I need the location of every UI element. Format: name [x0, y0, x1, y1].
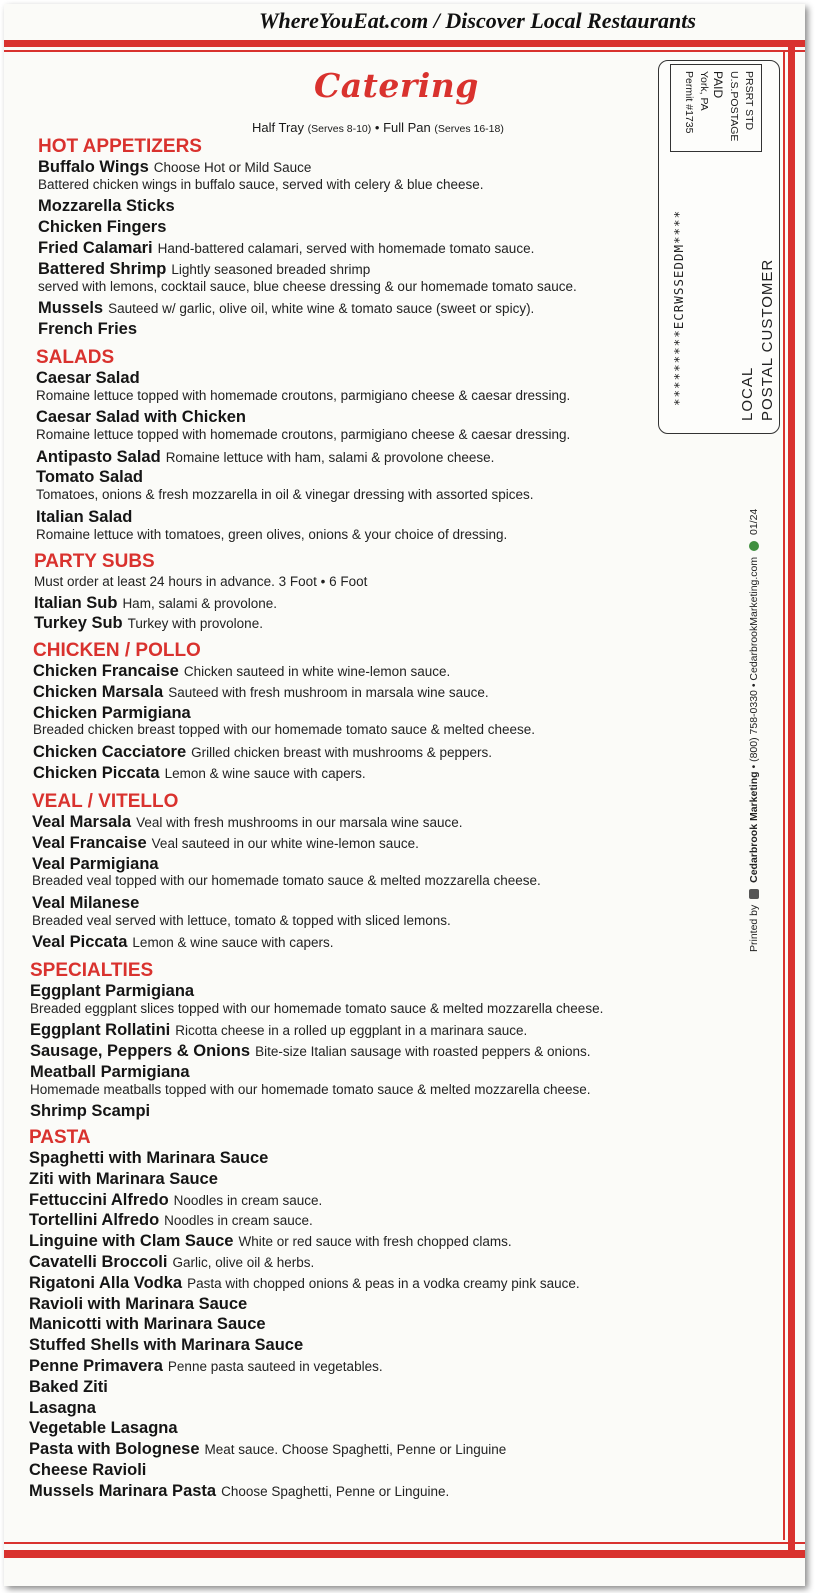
menu-item-name: Italian Salad — [36, 507, 133, 526]
postal-customer-label: POSTAL CUSTOMER — [759, 258, 776, 421]
menu-item-description: Romaine lettuce with ham, salami & provolone cheese. — [165, 449, 495, 465]
permit-line: PAID — [711, 71, 725, 99]
menu-item-description: Romaine lettuce topped with homemade croutons, parmigiano cheese & caesar dressing. — [36, 387, 571, 403]
right-border-thin-stripe — [783, 50, 785, 1540]
bullet: • — [374, 120, 380, 135]
menu-item-name: Antipasto Salad — [36, 447, 161, 466]
menu-item-name: Chicken Piccata — [33, 763, 160, 782]
menu-item — [29, 1275, 580, 1292]
postage-permit-box — [670, 64, 762, 152]
menu-item — [38, 240, 534, 257]
menu-item — [29, 1171, 218, 1188]
menu-item — [29, 1233, 512, 1250]
menu-item-name: Eggplant Parmigiana — [30, 982, 195, 1000]
menu-item-name: Veal Parmigiana — [32, 854, 159, 873]
bottom-border-stripe — [4, 1550, 805, 1558]
menu-item — [29, 1192, 322, 1209]
recycle-icon — [749, 541, 759, 551]
menu-item — [34, 615, 263, 632]
menu-item-name: Shrimp Scampi — [30, 1102, 151, 1121]
menu-item — [38, 261, 370, 278]
menu-item-name: Baked Ziti — [29, 1377, 108, 1396]
menu-item — [32, 934, 334, 951]
menu-item — [29, 1379, 108, 1396]
menu-item-description: Choose Spaghetti, Penne or Linguine. — [221, 1483, 450, 1499]
menu-item-name: Fried Calamari — [38, 238, 153, 257]
menu-item — [38, 321, 137, 338]
menu-item-name: Sausage, Peppers & Onions — [30, 1042, 251, 1061]
menu-item — [29, 1150, 268, 1167]
section-heading: PASTA — [29, 1127, 91, 1148]
menu-item-description: Bite-size Italian sausage with roasted peppers & onions. — [255, 1044, 591, 1060]
section-heading: VEAL / VITELLO — [32, 791, 179, 812]
menu-item-description: Veal with fresh mushrooms in our marsala wine sauce. — [136, 815, 463, 830]
menu-item-name: Spaghetti with Marinara Sauce — [29, 1149, 269, 1167]
menu-item — [33, 705, 191, 722]
printer-company: Cedarbrook Marketing — [748, 771, 760, 883]
menu-item — [29, 1400, 96, 1417]
menu-item-name: Linguine with Clam Sauce — [29, 1232, 234, 1251]
menu-item-description: Chicken sauteed in white wine-lemon sauce. — [183, 664, 451, 679]
section-note: Must order at least 24 hours in advance. 3 Foot • 6 Foot — [34, 574, 368, 589]
menu-item-name: Mozzarella Sticks — [38, 197, 175, 216]
page-title: Catering — [314, 66, 479, 105]
menu-item — [33, 663, 450, 680]
menu-item — [30, 1022, 527, 1039]
section-heading: SPECIALTIES — [30, 960, 154, 981]
menu-item-name: Veal Francaise — [32, 833, 147, 852]
menu-item-description: Garlic, olive oil & herbs. — [172, 1255, 315, 1270]
printer-date: 01/24 — [748, 508, 760, 536]
menu-item-name: Cavatelli Broccoli — [29, 1253, 168, 1271]
menu-item — [29, 1316, 266, 1333]
menu-item — [30, 1064, 190, 1081]
cedarbrook-logo-icon — [749, 889, 759, 899]
top-border-stripe — [4, 40, 805, 47]
menu-item-name: Chicken Marsala — [33, 682, 164, 701]
menu-item-name: Fettuccini Alfredo — [29, 1190, 169, 1209]
menu-page — [4, 4, 805, 1586]
menu-item-name: Vegetable Lasagna — [29, 1419, 178, 1438]
right-border-stripe — [788, 40, 795, 1550]
full-pan-label: Full Pan — [383, 120, 431, 135]
menu-item-name: Meatball Parmigiana — [30, 1062, 190, 1081]
menu-item-description: Pasta with chopped onions & peas in a vodka creamy pink sauce. — [187, 1275, 580, 1291]
menu-item-name: Tortellini Alfredo — [29, 1211, 160, 1230]
menu-item — [29, 1296, 247, 1313]
menu-item-description: Noodles in cream sauce. — [173, 1192, 323, 1208]
ecrwss-code: *********ECRWSSEDDM**** — [671, 209, 686, 406]
menu-item — [29, 1420, 178, 1437]
menu-item-name: Lasagna — [29, 1398, 96, 1417]
menu-item-description: Lemon & wine sauce with capers. — [164, 765, 366, 781]
menu-item-name: Cheese Ravioli — [29, 1461, 147, 1479]
section-heading: CHICKEN / POLLO — [33, 640, 201, 661]
menu-item-description: Penne pasta sauteed in vegetables. — [167, 1359, 383, 1374]
menu-item — [29, 1483, 449, 1500]
menu-item-description: Turkey with provolone. — [127, 616, 263, 632]
menu-item — [38, 300, 534, 317]
menu-item — [33, 765, 366, 782]
menu-item-description: Grilled chicken breast with mushrooms & peppers. — [191, 744, 493, 760]
menu-item-description: Choose Hot or Mild Sauce — [153, 160, 312, 175]
menu-item-name: Stuffed Shells with Marinara Sauce — [29, 1336, 304, 1355]
menu-item-name: Rigatoni Alla Vodka — [29, 1273, 183, 1292]
menu-item-name: Manicotti with Marinara Sauce — [29, 1315, 266, 1334]
menu-item-name: Eggplant Rollatini — [30, 1021, 171, 1040]
menu-item-description: Hand-battered calamari, served with homemade tomato sauce. — [157, 240, 535, 256]
menu-item-name: Pasta with Bolognese — [29, 1440, 200, 1459]
menu-item-name: Chicken Fingers — [38, 218, 167, 237]
menu-item-name: Veal Marsala — [32, 813, 132, 831]
permit-line: York, PA — [698, 71, 710, 111]
menu-item — [34, 595, 277, 612]
menu-item-description: Noodles in cream sauce. — [164, 1213, 313, 1229]
menu-item-name: Veal Milanese — [32, 893, 140, 912]
menu-item-description: Breaded chicken breast topped with our homemade tomato sauce & melted cheese. — [33, 722, 536, 738]
menu-item-name: Italian Sub — [34, 593, 118, 612]
section-heading: HOT APPETIZERS — [38, 136, 202, 157]
section-heading: SALADS — [36, 347, 115, 368]
menu-item-description: Romaine lettuce with tomatoes, green olives, onions & your choice of dressing. — [36, 526, 508, 542]
menu-item — [36, 449, 494, 466]
menu-item-description: served with lemons, cocktail sauce, blue cheese dressing & our homemade tomato sauce. — [38, 278, 577, 294]
menu-item — [36, 509, 132, 526]
menu-item-description: Ricotta cheese in a rolled up eggplant in a marinara sauce. — [175, 1023, 528, 1039]
menu-item — [29, 1212, 313, 1229]
menu-item-description: Battered chicken wings in buffalo sauce, served with celery & blue cheese. — [38, 176, 484, 192]
menu-item — [38, 198, 175, 215]
half-tray-label: Half Tray — [252, 120, 305, 135]
bottom-border-thin-stripe — [4, 1542, 805, 1544]
permit-line: PRSRT STD — [743, 71, 755, 131]
menu-item-description: White or red sauce with fresh chopped clams. — [238, 1234, 512, 1250]
menu-item-description: Sauteed with fresh mushroom in marsala wine sauce. — [168, 684, 489, 700]
menu-item — [30, 1103, 150, 1120]
menu-item — [36, 409, 246, 426]
menu-item-name: Buffalo Wings — [38, 158, 149, 176]
menu-item — [29, 1441, 506, 1458]
menu-item — [32, 856, 159, 873]
menu-item-description: Romaine lettuce topped with homemade croutons, parmigiano cheese & caesar dressing. — [36, 427, 571, 443]
menu-item-description: Veal sauteed in our white wine-lemon sauce. — [151, 835, 419, 851]
menu-item — [29, 1358, 383, 1375]
menu-item-name: Battered Shrimp — [38, 259, 167, 278]
menu-item-name: Caesar Salad with Chicken — [36, 408, 246, 427]
menu-item-description: Breaded veal served with lettuce, tomato & topped with sliced lemons. — [32, 912, 451, 928]
menu-item — [38, 159, 311, 176]
menu-item-name: Chicken Parmigiana — [33, 703, 191, 722]
menu-item-name: French Fries — [38, 319, 138, 338]
menu-item-description: Breaded veal topped with our homemade tomato sauce & melted mozzarella cheese. — [32, 873, 541, 889]
menu-item — [36, 469, 143, 486]
half-tray-serves: (Serves 8-10) — [307, 123, 372, 135]
menu-item — [33, 684, 489, 701]
menu-item-description: Homemade meatballs topped with our homemade tomato sauce & melted mozzarella cheese. — [30, 1081, 591, 1097]
menu-item-name: Chicken Cacciatore — [33, 742, 187, 761]
menu-item-name: Chicken Francaise — [33, 662, 179, 680]
menu-item-description: Ham, salami & provolone. — [122, 595, 278, 611]
local-label: LOCAL — [739, 366, 756, 421]
menu-item-description: Meat sauce. Choose Spaghetti, Penne or Linguine — [204, 1442, 507, 1458]
permit-line: Permit #1735 — [683, 71, 695, 134]
menu-item-description: Lemon & wine sauce with capers. — [132, 935, 334, 951]
menu-item-description: Tomatoes, onions & fresh mozzarella in oil & vinegar dressing with assorted spices. — [36, 487, 534, 503]
menu-item-name: Caesar Salad — [36, 369, 140, 387]
menu-item — [29, 1462, 146, 1479]
printer-contact: • (800) 758-0330 • CedarbrookMarketing.com — [748, 556, 760, 769]
menu-item — [36, 370, 140, 387]
menu-item-description: Lightly seasoned breaded shrimp — [171, 261, 371, 277]
printer-prefix: Printed by — [748, 904, 760, 952]
menu-item — [29, 1254, 314, 1271]
menu-item — [33, 744, 492, 761]
menu-item — [29, 1337, 303, 1354]
full-pan-serves: (Serves 16-18) — [434, 123, 504, 135]
size-options — [252, 120, 504, 135]
printer-credit — [748, 509, 760, 952]
menu-item — [30, 983, 194, 1000]
top-border-thin-stripe — [4, 50, 805, 52]
menu-item — [32, 895, 139, 912]
menu-item-name: Mussels — [38, 299, 104, 317]
menu-item-name: Veal Piccata — [32, 933, 128, 952]
menu-item-name: Ziti with Marinara Sauce — [29, 1169, 218, 1188]
menu-item-name: Penne Primavera — [29, 1357, 163, 1375]
site-header[interactable]: WhereYouEat.com / Discover Local Restaurants — [259, 8, 696, 33]
menu-item-description: Sauteed w/ garlic, olive oil, white wine & tomato sauce (sweet or spicy). — [108, 301, 535, 316]
permit-line: U.S.POSTAGE — [728, 71, 740, 142]
menu-item — [32, 814, 462, 831]
menu-item — [30, 1043, 591, 1060]
menu-item-name: Mussels Marinara Pasta — [29, 1481, 217, 1500]
menu-item-name: Ravioli with Marinara Sauce — [29, 1294, 248, 1313]
section-heading: PARTY SUBS — [34, 551, 155, 572]
menu-item-name: Tomato Salad — [36, 468, 143, 487]
menu-item-name: Turkey Sub — [34, 614, 123, 633]
menu-item — [32, 835, 419, 852]
menu-item-description: Breaded eggplant slices topped with our homemade tomato sauce & melted mozzarella cheese. — [30, 1000, 604, 1016]
menu-item — [38, 219, 166, 236]
